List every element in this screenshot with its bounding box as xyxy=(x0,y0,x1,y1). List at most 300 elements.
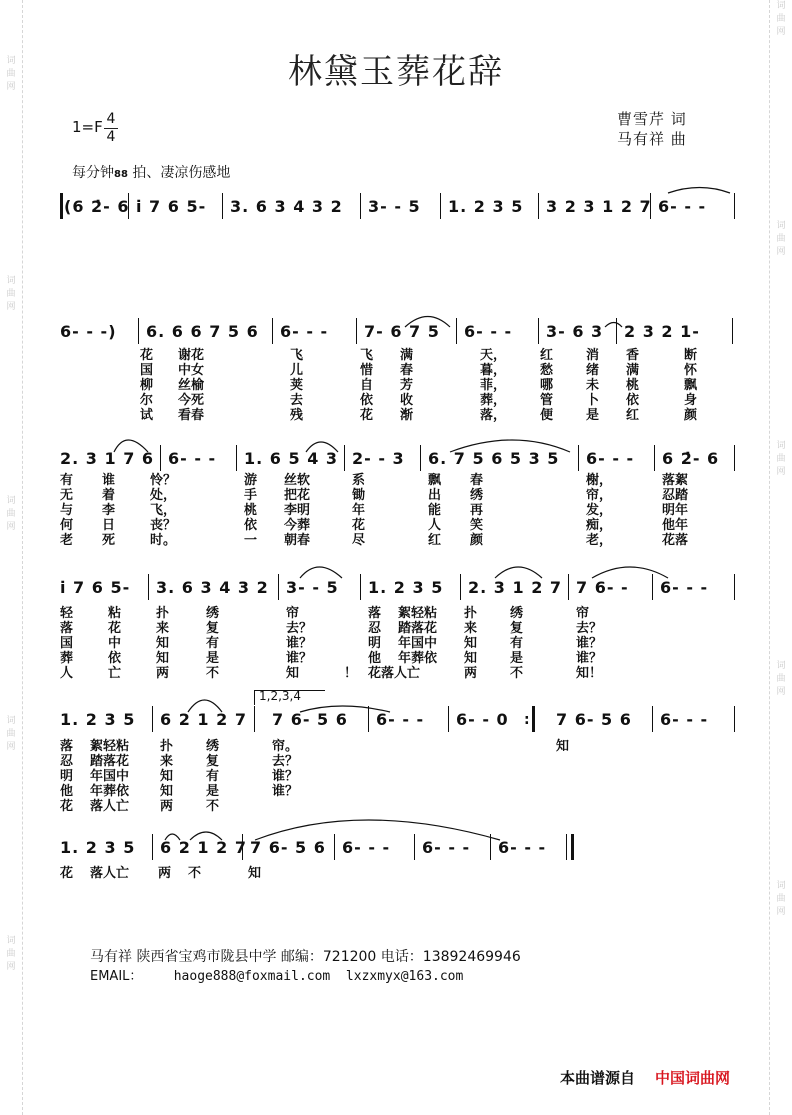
measure: 1. 2 3 5 xyxy=(448,197,524,216)
lyric-syllable: 知 xyxy=(556,739,570,754)
measure: 7 6- 5 6 xyxy=(556,710,632,729)
lyric-syllable: 怀 xyxy=(684,363,698,378)
lyric-syllable: 知 xyxy=(160,769,174,784)
lyric-syllable: 絮轻粘 xyxy=(398,606,438,621)
barline xyxy=(360,574,361,600)
lyric-syllable: 绣 xyxy=(206,739,220,754)
lyric-syllable: 花 xyxy=(60,799,74,814)
measure: 3. 6 3 4 3 2 xyxy=(156,578,269,597)
lyric-syllable: 不 xyxy=(206,666,220,681)
lyric-syllable: 国 xyxy=(60,636,74,651)
barline xyxy=(360,193,361,219)
lyric-row xyxy=(60,348,736,363)
lyric-syllable: 锄 xyxy=(352,488,366,503)
lyric-syllable: 丧？ xyxy=(150,518,177,533)
time-signature-top: 4 xyxy=(106,111,116,127)
lyric-syllable: 断 xyxy=(684,348,698,363)
lyric-syllable: 落 xyxy=(60,621,74,636)
lyric-syllable: 落絮 xyxy=(662,473,689,488)
lyric-syllable: 花 xyxy=(140,348,154,363)
measure: 6- - - xyxy=(280,322,329,341)
lyric-syllable: 两 xyxy=(464,666,478,681)
measure: 7- 6 7 5 xyxy=(364,322,440,341)
lyric-syllable: 自 xyxy=(360,378,374,393)
lyric-syllable: 飘 xyxy=(428,473,442,488)
measure: i̇ 7 6 5- xyxy=(136,197,207,216)
lyric-syllable: 絮轻粘 xyxy=(90,739,130,754)
time-signature-bottom: 4 xyxy=(106,129,116,145)
barline xyxy=(60,193,63,219)
staff-line-3 xyxy=(60,447,736,471)
lyric-syllable: 哪 xyxy=(540,378,554,393)
lyric-syllable: 复 xyxy=(206,621,220,636)
lyric-row xyxy=(60,666,736,681)
lyric-row xyxy=(60,488,736,503)
lyric-row xyxy=(60,378,736,393)
lyric-syllable: 年 xyxy=(352,503,366,518)
barline xyxy=(222,193,223,219)
lyric-syllable: 知！ xyxy=(576,666,603,681)
barline xyxy=(490,834,491,860)
lyric-syllable: 绪 xyxy=(586,363,600,378)
barline xyxy=(654,445,655,471)
lyric-syllable: 颜 xyxy=(684,408,698,423)
lyric-row xyxy=(60,651,736,666)
lyric-syllable: 明 xyxy=(368,636,382,651)
lyric-syllable: 绣 xyxy=(206,606,220,621)
barline xyxy=(538,318,539,344)
lyric-syllable: 与 xyxy=(60,503,74,518)
barline xyxy=(152,834,153,860)
lyric-row xyxy=(60,636,736,651)
measure: 1. 2 3 5 xyxy=(368,578,444,597)
watermark-text: 词曲网 xyxy=(6,56,16,92)
lyric-syllable: 红 xyxy=(540,348,554,363)
watermark-text: 词曲网 xyxy=(776,1,786,37)
barline xyxy=(440,193,441,219)
lyric-syllable: 他 xyxy=(368,651,382,666)
source-prefix: 本曲谱源自 xyxy=(560,1069,636,1087)
volta-bracket xyxy=(254,690,325,705)
watermark-text: 词曲网 xyxy=(6,936,16,972)
lyric-syllable: 有 xyxy=(206,769,220,784)
measure: 6- - - xyxy=(660,710,709,729)
barline xyxy=(456,318,457,344)
lyric-syllable: 谁？ xyxy=(272,784,299,799)
lyric-syllable: 谁？ xyxy=(286,651,313,666)
lyric-syllable: 不 xyxy=(510,666,524,681)
measure: 6- - - xyxy=(342,838,391,857)
barline xyxy=(420,445,421,471)
lyric-syllable: 尔 xyxy=(140,393,154,408)
lyric-syllable: 身 xyxy=(684,393,698,408)
lyric-syllable: 落 xyxy=(368,606,382,621)
lyric-syllable: 天， xyxy=(480,348,507,363)
barline xyxy=(732,318,733,344)
lyric-syllable: 来 xyxy=(464,621,478,636)
staff-line-6 xyxy=(60,836,736,860)
barline xyxy=(650,193,651,219)
email-line xyxy=(90,965,463,984)
song-title: 林黛玉葬花辞 xyxy=(288,52,504,92)
lyric-syllable: 菲， xyxy=(480,378,507,393)
lyric-syllable: 飞 xyxy=(290,348,304,363)
lyric-syllable: 他 xyxy=(60,784,74,799)
source-site-link[interactable]: 中国词曲网 xyxy=(655,1069,731,1087)
lyric-syllable: 忍 xyxy=(60,754,74,769)
lyric-syllable: 明年 xyxy=(662,503,689,518)
source-credit xyxy=(560,1067,730,1088)
lyric-syllable: 有 xyxy=(60,473,74,488)
lyric-syllable: 发， xyxy=(586,503,613,518)
measure: 6 2 1 2 7 xyxy=(160,838,247,857)
measure: 6- - - xyxy=(168,449,217,468)
lyric-syllable: 春 xyxy=(470,473,484,488)
lyric-row xyxy=(60,739,736,754)
lyric-syllable: 桃 xyxy=(626,378,640,393)
lyric-syllable: 游 xyxy=(244,473,258,488)
right-watermark-strip xyxy=(769,0,792,1115)
lyric-syllable: 知 xyxy=(160,784,174,799)
lyric-syllable: 落人亡 xyxy=(90,866,130,881)
measure: 3. 6 3 4 3 2 xyxy=(230,197,343,216)
final-barline xyxy=(571,834,574,860)
measure: 1. 6 5 4 3 xyxy=(244,449,339,468)
lyric-syllable: 年国中 xyxy=(90,769,130,784)
lyric-syllable: 忍踏 xyxy=(662,488,689,503)
lyric-row xyxy=(60,503,736,518)
lyric-syllable: 有 xyxy=(510,636,524,651)
lyric-syllable: 红 xyxy=(428,533,442,548)
lyric-syllable: 无 xyxy=(60,488,74,503)
barline xyxy=(734,445,735,471)
lyric-syllable: 便 xyxy=(540,408,554,423)
barline xyxy=(368,706,369,732)
watermark-text: 词曲网 xyxy=(776,881,786,917)
measure: 6- - -) xyxy=(60,322,117,341)
measure: 7 6- - xyxy=(576,578,629,597)
staff-line-2 xyxy=(60,320,736,344)
lyric-syllable: 何 xyxy=(60,518,74,533)
barline xyxy=(334,834,335,860)
lyric-syllable: 谢花 xyxy=(178,348,205,363)
lyric-syllable: 扑 xyxy=(156,606,170,621)
lyric-syllable: 未 xyxy=(586,378,600,393)
lyric-syllable: 去？ xyxy=(286,621,313,636)
lyric-syllable: 处， xyxy=(150,488,177,503)
lyric-row xyxy=(60,363,736,378)
lyric-syllable: 是 xyxy=(510,651,524,666)
measure: 6- - - xyxy=(376,710,425,729)
lyric-syllable: 试 xyxy=(140,408,154,423)
barline xyxy=(242,834,243,860)
lyric-syllable: 人 xyxy=(428,518,442,533)
lyric-syllable: 复 xyxy=(206,754,220,769)
lyric-syllable: 残 xyxy=(290,408,304,423)
measure: 6- - 0 xyxy=(456,710,509,729)
lyric-row xyxy=(60,393,736,408)
lyric-syllable: 去？ xyxy=(576,621,603,636)
repeat-dots: : xyxy=(524,712,531,728)
measure: 3- 6 3 xyxy=(546,322,604,341)
repeat-barline xyxy=(532,706,535,732)
barline xyxy=(152,706,153,732)
lyric-syllable: 落人亡 xyxy=(90,799,130,814)
barline xyxy=(356,318,357,344)
lyric-syllable: 中女 xyxy=(178,363,205,378)
lyric-syllable: 丝软 xyxy=(284,473,311,488)
lyric-syllable: 柳 xyxy=(140,378,154,393)
lyric-syllable: 去？ xyxy=(272,754,299,769)
barline xyxy=(128,193,129,219)
lyric-syllable: 荚 xyxy=(290,378,304,393)
lyric-row xyxy=(60,799,736,814)
key-label: 1=F xyxy=(72,118,103,136)
measure: 6- - - xyxy=(586,449,635,468)
lyric-syllable: 消 xyxy=(586,348,600,363)
lyric-syllable: ！ xyxy=(344,666,358,681)
watermark-text: 词曲网 xyxy=(776,441,786,477)
lyric-syllable: 把花 xyxy=(284,488,311,503)
barline xyxy=(344,445,345,471)
measure: 6- - - xyxy=(498,838,547,857)
barline xyxy=(568,574,569,600)
lyric-syllable: 是 xyxy=(206,784,220,799)
lyric-row xyxy=(60,754,736,769)
lyric-syllable: 李明 xyxy=(284,503,311,518)
measure: 1. 2 3 5 xyxy=(60,838,136,857)
lyric-syllable: 葬 xyxy=(60,651,74,666)
email-address[interactable]: haoge888@foxmail.com xyxy=(173,969,331,984)
lyric-syllable: 颜 xyxy=(470,533,484,548)
measure: 3- - 5 xyxy=(368,197,421,216)
measure: 2- - 3 xyxy=(352,449,405,468)
tempo-marking xyxy=(72,162,230,182)
lyric-row xyxy=(60,769,736,784)
lyric-syllable: 笑 xyxy=(470,518,484,533)
watermark-text: 词曲网 xyxy=(6,276,16,312)
lyric-syllable: 帘， xyxy=(586,488,613,503)
lyric-syllable: 卜 xyxy=(586,393,600,408)
measure: 3 2 3 1 2 7 xyxy=(546,197,652,216)
lyric-row xyxy=(60,518,736,533)
lyric-syllable: 尽 xyxy=(352,533,366,548)
lyric-syllable: 出 xyxy=(428,488,442,503)
measure: i̇ 7 6 5- xyxy=(60,578,131,597)
barline xyxy=(254,706,255,732)
lyric-syllable: 老， xyxy=(586,533,613,548)
lyric-row xyxy=(60,784,736,799)
lyric-syllable: 绣 xyxy=(510,606,524,621)
lyric-syllable: 人 xyxy=(60,666,74,681)
lyric-syllable: 是 xyxy=(206,651,220,666)
lyric-syllable: 谁？ xyxy=(286,636,313,651)
lyric-syllable: 惜 xyxy=(360,363,374,378)
key-signature xyxy=(72,111,116,145)
lyric-row xyxy=(60,408,736,423)
watermark-text: 词曲网 xyxy=(6,496,16,532)
lyric-syllable: 香 xyxy=(626,348,640,363)
measure: 6- - - xyxy=(422,838,471,857)
slur xyxy=(668,188,730,194)
email-label: EMAIL： xyxy=(90,969,143,984)
left-watermark-strip xyxy=(0,0,23,1115)
lyric-syllable: 丝榆 xyxy=(178,378,205,393)
lyric-syllable: 死 xyxy=(102,533,116,548)
lyric-syllable: 依 xyxy=(108,651,122,666)
barline xyxy=(460,574,461,600)
barline xyxy=(160,445,161,471)
lyric-row xyxy=(60,606,736,621)
measure: 6- - - xyxy=(660,578,709,597)
measure: 2 3 2 1- xyxy=(624,322,700,341)
measure: 2. 3 1 2 7 xyxy=(468,578,563,597)
measure: 6. 6 6 7 5 6 xyxy=(146,322,259,341)
lyric-syllable: 他年 xyxy=(662,518,689,533)
lyric-syllable: 谁？ xyxy=(576,651,603,666)
measure: 6 2 1 2 7 xyxy=(160,710,247,729)
author-contact: 马有祥 陕西省宝鸡市陇县中学 邮编：721200 电话：13892469946 xyxy=(90,949,521,965)
barline xyxy=(448,706,449,732)
lyric-syllable: 时。 xyxy=(150,533,177,548)
barline xyxy=(138,318,139,344)
barline xyxy=(148,574,149,600)
lyric-syllable: 花 xyxy=(360,408,374,423)
lyric-syllable: 谁 xyxy=(102,473,116,488)
lyric-syllable: 管 xyxy=(540,393,554,408)
lyric-syllable: 知 xyxy=(156,651,170,666)
lyric-syllable: 红 xyxy=(626,408,640,423)
composer-credit: 马有祥 曲 xyxy=(617,130,687,148)
measure: 3- - 5 xyxy=(286,578,339,597)
tempo-prefix: 每分钟 xyxy=(72,165,114,181)
lyric-syllable: 年葬依 xyxy=(90,784,130,799)
lyric-syllable: 落， xyxy=(480,408,507,423)
lyric-syllable: 年国中 xyxy=(398,636,438,651)
measure: 6- - - xyxy=(658,197,707,216)
lyric-syllable: 花 xyxy=(108,621,122,636)
measure: 6- - - xyxy=(464,322,513,341)
lyric-syllable: 知 xyxy=(286,666,300,681)
lyric-syllable: 怜？ xyxy=(150,473,177,488)
lyric-syllable: 依 xyxy=(360,393,374,408)
lyric-syllable: 亡 xyxy=(108,666,122,681)
lyric-syllable: 葬， xyxy=(480,393,507,408)
lyric-syllable: 榭， xyxy=(586,473,613,488)
lyric-syllable: 绣 xyxy=(470,488,484,503)
email-address[interactable]: lxzxmyx@163.com xyxy=(345,969,464,984)
lyric-syllable: 一 xyxy=(244,533,258,548)
lyric-syllable: 春 xyxy=(400,363,414,378)
lyric-syllable: 飞， xyxy=(150,503,177,518)
lyric-syllable: 满 xyxy=(626,363,640,378)
lyric-syllable: 飞 xyxy=(360,348,374,363)
measure: (6 2̇- 6 xyxy=(64,197,130,216)
lyric-syllable: 系 xyxy=(352,473,366,488)
lyric-syllable: 花落 xyxy=(662,533,689,548)
staff-line-5 xyxy=(60,708,736,732)
barline xyxy=(414,834,415,860)
measure: 7 6- 5 6 xyxy=(250,838,326,857)
lyric-syllable: 来 xyxy=(160,754,174,769)
barline xyxy=(272,318,273,344)
measure: 1. 2 3 5 xyxy=(60,710,136,729)
lyric-syllable: 两 xyxy=(158,866,172,881)
lyric-syllable: 今葬 xyxy=(284,518,311,533)
lyric-syllable: 老 xyxy=(60,533,74,548)
lyric-syllable: 来 xyxy=(156,621,170,636)
lyric-syllable: 轻 xyxy=(60,606,74,621)
barline xyxy=(734,574,735,600)
lyric-syllable: 着 xyxy=(102,488,116,503)
lyric-syllable: 是 xyxy=(586,408,600,423)
watermark-text: 词曲网 xyxy=(776,221,786,257)
lyric-syllable: 帘。 xyxy=(272,739,299,754)
lyric-syllable: 依 xyxy=(244,518,258,533)
lyric-syllable: 国 xyxy=(140,363,154,378)
lyric-syllable: 飘 xyxy=(684,378,698,393)
lyric-syllable: 踏落花 xyxy=(90,754,130,769)
lyric-syllable: 年葬依 xyxy=(398,651,438,666)
lyric-syllable: 花 xyxy=(60,866,74,881)
lyric-syllable: 不 xyxy=(206,799,220,814)
lyric-syllable: 去 xyxy=(290,393,304,408)
volta-label: 1,2,3,4 xyxy=(259,689,301,703)
tempo-bpm: 88 xyxy=(114,169,128,180)
lyric-syllable: 芳 xyxy=(400,378,414,393)
lyric-row xyxy=(60,533,736,548)
barline xyxy=(734,706,735,732)
lyric-syllable: 两 xyxy=(160,799,174,814)
lyric-syllable: 渐 xyxy=(400,408,414,423)
lyric-syllable: 踏落花 xyxy=(398,621,438,636)
barline xyxy=(236,445,237,471)
lyric-syllable: 桃 xyxy=(244,503,258,518)
lyric-syllable: 李 xyxy=(102,503,116,518)
lyric-syllable: 落 xyxy=(60,739,74,754)
lyric-syllable: 扑 xyxy=(464,606,478,621)
barline xyxy=(578,445,579,471)
lyric-syllable: 帘 xyxy=(576,606,590,621)
barline xyxy=(566,834,567,860)
lyric-syllable: 痴， xyxy=(586,518,613,533)
barline xyxy=(652,706,653,732)
lyric-syllable: 朝春 xyxy=(284,533,311,548)
lyric-syllable: 儿 xyxy=(290,363,304,378)
lyric-syllable: 谁？ xyxy=(272,769,299,784)
lyric-syllable: 再 xyxy=(470,503,484,518)
lyric-syllable: 扑 xyxy=(160,739,174,754)
lyric-syllable: 依 xyxy=(626,393,640,408)
lyric-syllable: 帘 xyxy=(286,606,300,621)
watermark-text: 词曲网 xyxy=(776,661,786,697)
lyric-syllable: 看春 xyxy=(178,408,205,423)
lyric-syllable: 知 xyxy=(464,636,478,651)
lyric-syllable: 手 xyxy=(244,488,258,503)
lyric-syllable: 复 xyxy=(510,621,524,636)
barline xyxy=(278,574,279,600)
lyric-syllable: 中 xyxy=(108,636,122,651)
measure: 6 2̇- 6 xyxy=(662,449,720,468)
lyric-syllable: 明 xyxy=(60,769,74,784)
lyricist-credit: 曹雪芹 词 xyxy=(617,110,687,128)
measure: 6. 7 5 6 5 3 5 xyxy=(428,449,560,468)
lyric-row xyxy=(60,621,736,636)
watermark-text: 词曲网 xyxy=(6,716,16,752)
lyric-syllable: 知 xyxy=(248,866,262,881)
barline xyxy=(538,193,539,219)
lyric-syllable: 暮， xyxy=(480,363,507,378)
